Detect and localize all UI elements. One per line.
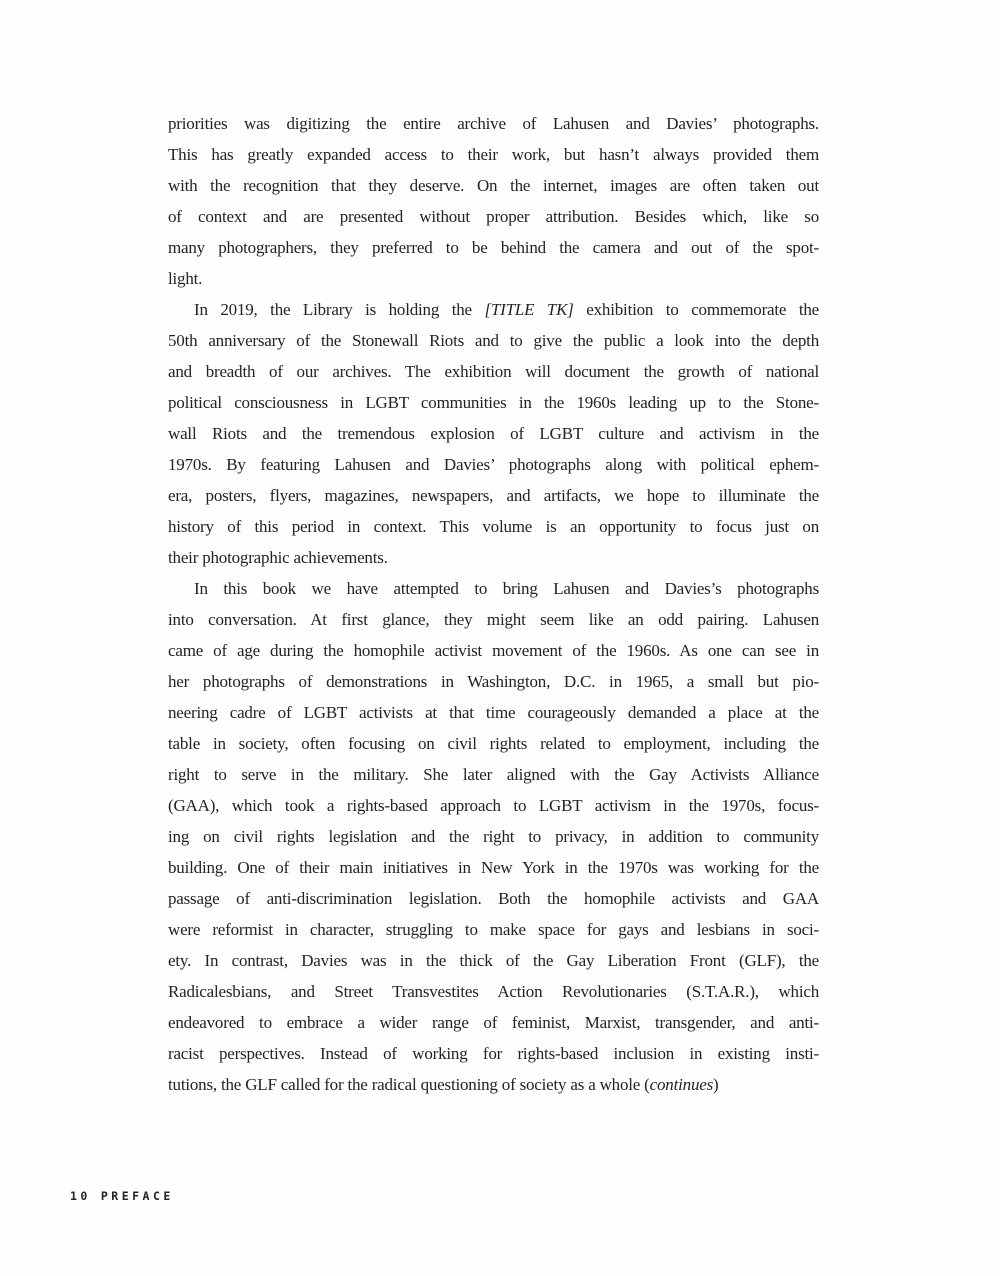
body-text: neering cadre of LGBT activists at that time courageously demanded a place at the — [168, 703, 819, 722]
text-line — [168, 542, 819, 573]
body-text: 50th anniversary of the Stonewall Riots and to give the public a look into the depth — [168, 331, 819, 350]
text-line — [168, 728, 819, 759]
body-text: many photographers, they preferred to be behind the camera and out of the spot- — [168, 238, 819, 257]
text-line — [168, 139, 819, 170]
text-line — [168, 666, 819, 697]
body-text: building. One of their main initiatives in New York in the 1970s was working for the — [168, 858, 819, 877]
text-line — [168, 573, 819, 604]
text-line — [168, 914, 819, 945]
body-text: endeavored to embrace a wider range of feminist, Marxist, transgender, and anti- — [168, 1013, 819, 1032]
italic-text: [TITLE TK] — [484, 300, 574, 319]
body-text: ing on civil rights legislation and the right to privacy, in addition to community — [168, 827, 819, 846]
body-text: In this book we have attempted to bring Lahusen and Davies’s photographs — [194, 579, 819, 598]
text-line — [168, 387, 819, 418]
body-text: 1970s. By featuring Lahusen and Davies’ photographs along with political ephem- — [168, 455, 819, 474]
body-text: were reformist in character, struggling to make space for gays and lesbians in soci- — [168, 920, 819, 939]
body-text: (GAA), which took a rights-based approach to LGBT activism in the 1970s, focus- — [168, 796, 819, 815]
section-label: PREFACE — [100, 1189, 174, 1203]
paragraph — [168, 573, 819, 1100]
body-text: of context and are presented without proper attribution. Besides which, like so — [168, 207, 819, 226]
body-text: and breadth of our archives. The exhibition will document the growth of national — [168, 362, 819, 381]
body-text: era, posters, flyers, magazines, newspapers, and artifacts, we hope to illuminate the — [168, 486, 819, 505]
text-line — [168, 294, 819, 325]
page-footer — [70, 1189, 174, 1203]
text-block — [168, 108, 819, 1100]
text-line — [168, 263, 819, 294]
body-text: history of this period in context. This volume is an opportunity to focus just on — [168, 517, 819, 536]
text-line — [168, 1069, 819, 1100]
text-line — [168, 108, 819, 139]
body-text: tutions, the GLF called for the radical questioning of society as a whole ( — [168, 1075, 650, 1094]
text-line — [168, 976, 819, 1007]
body-text: right to serve in the military. She later aligned with the Gay Activists Alliance — [168, 765, 819, 784]
body-text: passage of anti-discrimination legislation. Both the homophile activists and GAA — [168, 889, 819, 908]
paragraph — [168, 108, 819, 294]
text-line — [168, 511, 819, 542]
body-text: with the recognition that they deserve. On the internet, images are often taken out — [168, 176, 819, 195]
text-line — [168, 449, 819, 480]
text-line — [168, 945, 819, 976]
text-line — [168, 232, 819, 263]
body-text: into conversation. At first glance, they might seem like an odd pairing. Lahusen — [168, 610, 819, 629]
text-line — [168, 480, 819, 511]
body-text: her photographs of demonstrations in Washington, D.C. in 1965, a small but pio- — [168, 672, 819, 691]
text-line — [168, 697, 819, 728]
body-text: table in society, often focusing on civil rights related to employment, including the — [168, 734, 819, 753]
body-text: their photographic achievements. — [168, 548, 388, 567]
body-text: exhibition to commemorate the — [573, 300, 819, 319]
body-text: wall Riots and the tremendous explosion of LGBT culture and activism in the — [168, 424, 819, 443]
text-line — [168, 356, 819, 387]
body-text: In 2019, the Library is holding the — [194, 300, 485, 319]
body-text: light. — [168, 269, 203, 288]
text-line — [168, 1007, 819, 1038]
text-line — [168, 418, 819, 449]
paragraph — [168, 294, 819, 573]
text-line — [168, 170, 819, 201]
text-line — [168, 790, 819, 821]
text-line — [168, 759, 819, 790]
body-text: priorities was digitizing the entire archive of Lahusen and Davies’ photographs. — [168, 114, 819, 133]
body-text: came of age during the homophile activist movement of the 1960s. As one can see in — [168, 641, 819, 660]
body-text: Radicalesbians, and Street Transvestites Action Revolutionaries (S.T.A.R.), which — [168, 982, 819, 1001]
text-line — [168, 821, 819, 852]
body-text: ety. In contrast, Davies was in the thick of the Gay Liberation Front (GLF), the — [168, 951, 819, 970]
text-line — [168, 883, 819, 914]
text-line — [168, 1038, 819, 1069]
page-number: 10 — [70, 1189, 91, 1203]
italic-text: continues — [649, 1075, 714, 1094]
text-line — [168, 604, 819, 635]
body-text: political consciousness in LGBT communities in the 1960s leading up to the Stone- — [168, 393, 819, 412]
body-text: ) — [713, 1075, 719, 1094]
text-line — [168, 635, 819, 666]
text-line — [168, 201, 819, 232]
text-line — [168, 852, 819, 883]
text-line — [168, 325, 819, 356]
body-text: This has greatly expanded access to their work, but hasn’t always provided them — [168, 145, 819, 164]
body-text: racist perspectives. Instead of working for rights-based inclusion in existing insti- — [168, 1044, 819, 1063]
